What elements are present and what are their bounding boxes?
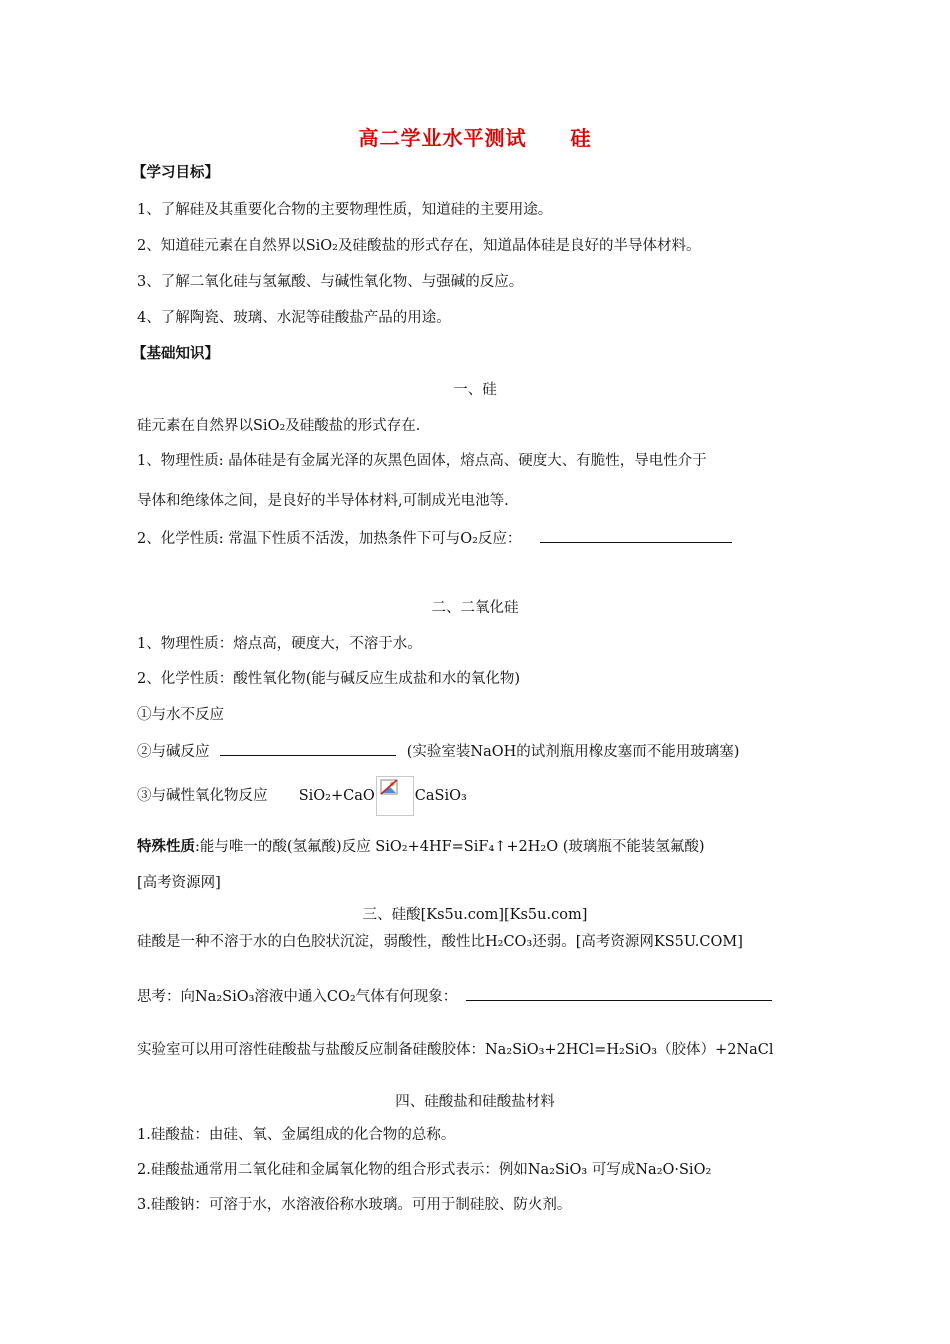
reaction-3-label: ③与碱性氧化物反应 [137,788,268,804]
goal-item-1: 1、了解硅及其重要化合物的主要物理性质，知道硅的主要用途。 [137,202,553,218]
section-3-think [137,986,772,1007]
section-1-intro: 硅元素在自然界以SiO₂及硅酸盐的形式存在. [137,418,421,434]
section-4-item-1: 1.硅酸盐：由硅、氧、金属组成的化合物的总称。 [137,1127,456,1143]
section-3-title: 三、硅酸[Ks5u.com][Ks5u.com] [362,907,588,923]
answer-blank[interactable] [540,528,732,543]
basics-heading: 【基础知识】 [132,346,219,362]
section-2-special [137,837,705,857]
reaction-3-right: CaSiO₃ [414,788,467,804]
section-4-item-2: 2.硅酸盐通常用二氧化硅和金属氧化物的组合形式表示：例如Na₂SiO₃ 可写成Na₂O·SiO₂ [137,1162,712,1178]
section-2-tag: [高考资源网] [137,875,221,891]
section-1-chemical-text: 2、化学性质: 常温下性质不活泼，加热条件下可与O₂反应： [137,531,522,547]
section-2-chemical: 2、化学性质：酸性氧化物(能与碱反应生成盐和水的氧化物) [137,671,521,687]
special-label: 特殊性质 [137,839,195,855]
section-4-title: 四、硅酸盐和硅酸盐材料 [395,1094,555,1110]
section-2-reaction-2 [137,741,739,762]
section-4-item-3: 3.硅酸钠：可溶于水，水溶液俗称水玻璃。可用于制硅胶、防火剂。 [137,1197,572,1213]
goal-item-2: 2、知道硅元素在自然界以SiO₂及硅酸盐的形式存在，知道晶体硅是良好的半导体材料。 [137,238,701,254]
section-2-physical: 1、物理性质：熔点高，硬度大，不溶于水。 [137,636,422,652]
goals-heading: 【学习目标】 [132,165,219,181]
answer-blank[interactable] [466,986,772,1001]
section-2-reaction-3 [137,776,467,816]
title-main: 高二学业水平测试 [358,126,527,150]
goal-item-4: 4、了解陶瓷、玻璃、水泥等硅酸盐产品的用途。 [137,310,451,326]
section-2-reaction-1: ①与水不反应 [137,707,224,723]
reaction-2-note: (实验室装NaOH的试剂瓶用橡皮塞而不能用玻璃塞) [406,744,740,760]
reaction-2-label: ②与碱反应 [137,744,210,760]
section-1-physical-line2: 导体和绝缘体之间，是良好的半导体材料,可制成光电池等. [137,493,509,509]
reaction-3-left: SiO₂+CaO [298,788,375,804]
section-3-description: 硅酸是一种不溶于水的白色胶状沉淀，弱酸性，酸性比H₂CO₃还弱。[高考资源网KS5U.COM] [137,934,743,950]
section-2-title: 二、二氧化硅 [431,600,519,616]
document-title [0,128,950,148]
think-text: 思考：向Na₂SiO₃溶液中通入CO₂气体有何现象： [137,989,458,1005]
special-text: :能与唯一的酸(氢氟酸)反应 SiO₂+4HF=SiF₄↑+2H₂O (玻璃瓶不能装氢氟酸) [195,839,705,855]
section-1-title: 一、硅 [453,382,497,398]
section-1-physical-line1: 1、物理性质: 晶体硅是有金属光泽的灰黑色固体，熔点高、硬度大、有脆性，导电性介于 [137,453,707,469]
goal-item-3: 3、了解二氧化硅与氢氟酸、与碱性氧化物、与强碱的反应。 [137,274,524,290]
answer-blank[interactable] [220,741,396,756]
reaction-condition-image-icon [376,776,414,816]
title-sub: 硅 [570,126,592,150]
section-1-chemical [137,528,732,549]
section-3-lab: 实验室可以用可溶性硅酸盐与盐酸反应制备硅酸胶体：Na₂SiO₃+2HCl=H₂SiO₃（胶体）+2NaCl [137,1042,774,1058]
